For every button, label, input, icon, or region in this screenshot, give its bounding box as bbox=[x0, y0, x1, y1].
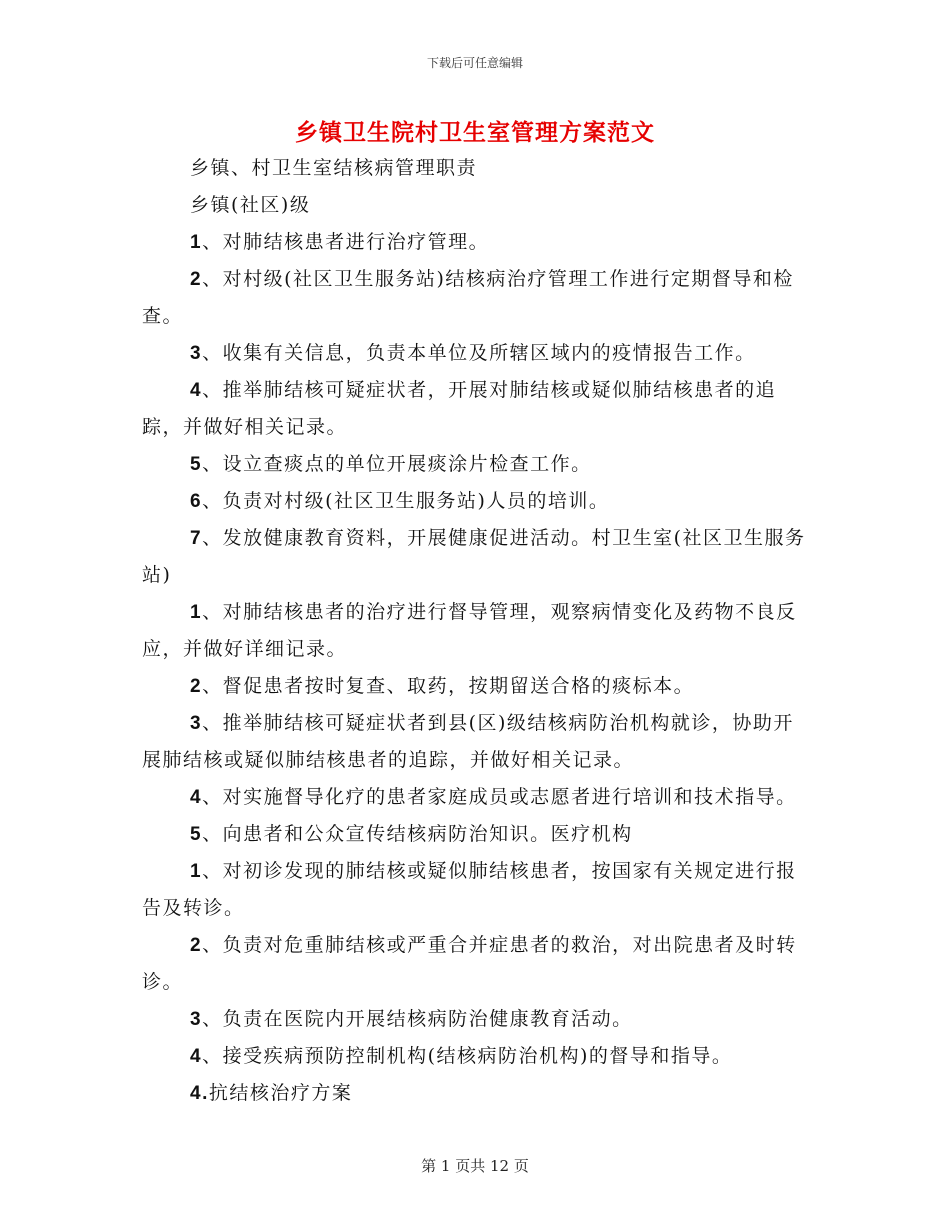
header-note: 下载后可任意编辑 bbox=[426, 56, 523, 70]
paragraph: 4、接受疾病预防控制机构(结核病防治机构)的督导和指导。 bbox=[190, 1045, 733, 1067]
paragraph: 4、推举肺结核可疑症状者，开展对肺结核或疑似肺结核患者的追踪，并做好相关记录。 bbox=[142, 379, 777, 438]
paragraph: 3、收集有关信息，负责本单位及所辖区域内的疫情报告工作。 bbox=[190, 342, 756, 364]
paragraph: 7、发放健康教育资料，开展健康促进活动。村卫生室(社区卫生服务站) bbox=[142, 527, 806, 586]
paragraph: 2、对村级(社区卫生服务站)结核病治疗管理工作进行定期督导和检查。 bbox=[142, 268, 794, 327]
paragraph: 3、推举肺结核可疑症状者到县(区)级结核病防治机构就诊，协助开展肺结核或疑似肺结核患者的追踪，并做好相关记录。 bbox=[142, 712, 794, 771]
paragraph: 乡镇、村卫生室结核病管理职责 bbox=[190, 157, 478, 179]
paragraph: 6、负责对村级(社区卫生服务站)人员的培训。 bbox=[190, 490, 610, 512]
paragraph: 4、对实施督导化疗的患者家庭成员或志愿者进行培训和技术指导。 bbox=[190, 786, 797, 808]
paragraph: 4.抗结核治疗方案 bbox=[190, 1082, 353, 1104]
paragraph: 5、向患者和公众宣传结核病防治知识。医疗机构 bbox=[190, 823, 633, 845]
page-footer: 第 1 页共 12 页 bbox=[421, 1157, 529, 1175]
paragraph: 2、督促患者按时复查、取药，按期留送合格的痰标本。 bbox=[190, 675, 695, 697]
paragraph: 3、负责在医院内开展结核病防治健康教育活动。 bbox=[190, 1008, 633, 1030]
paragraph: 5、设立查痰点的单位开展痰涂片检查工作。 bbox=[190, 453, 592, 475]
paragraph: 1、对肺结核患者进行治疗管理。 bbox=[190, 231, 490, 253]
paragraph: 乡镇(社区)级 bbox=[190, 194, 311, 216]
paragraph: 1、对肺结核患者的治疗进行督导管理，观察病情变化及药物不良反应，并做好详细记录。 bbox=[142, 601, 797, 660]
document-body bbox=[142, 150, 812, 1112]
document-title: 乡镇卫生院村卫生室管理方案范文 bbox=[295, 119, 655, 146]
paragraph: 2、负责对危重肺结核或严重合并症患者的救治，对出院患者及时转诊。 bbox=[142, 934, 797, 993]
paragraph: 1、对初诊发现的肺结核或疑似肺结核患者，按国家有关规定进行报告及转诊。 bbox=[142, 860, 797, 919]
